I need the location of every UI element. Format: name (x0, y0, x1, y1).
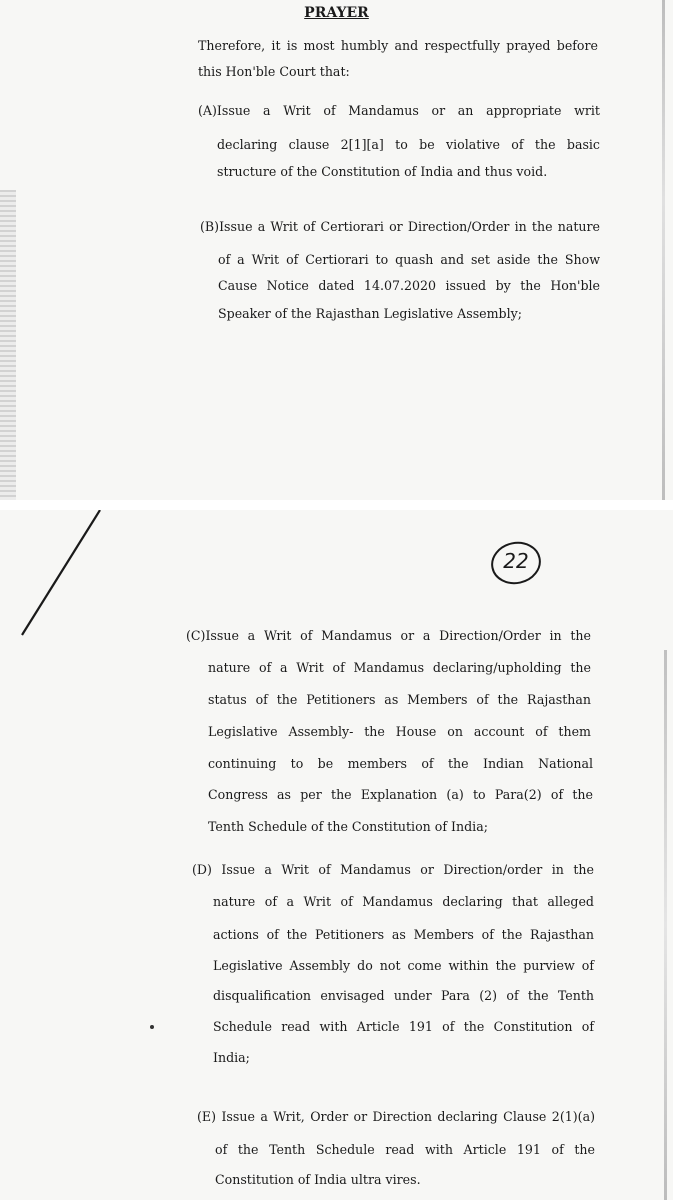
scan-edge-artifact (0, 190, 16, 500)
prayer-c-line: continuing to be members of the Indian National (208, 756, 593, 771)
prayer-d-line: India; (213, 1050, 250, 1065)
document-page-2 (0, 510, 673, 1200)
prayer-d-line: (D) Issue a Writ of Mandamus or Direction/order in the (192, 862, 594, 877)
intro-line: Therefore, it is most humbly and respectfully prayed before (198, 38, 598, 53)
prayer-e-line: of the Tenth Schedule read with Article 191 of the (215, 1142, 595, 1157)
prayer-c-line: (C)Issue a Writ of Mandamus or a Direction/Order in the (186, 628, 591, 643)
prayer-e-line: Constitution of India ultra vires. (215, 1172, 421, 1187)
scan-edge-artifact (662, 0, 665, 500)
prayer-b-line: Speaker of the Rajasthan Legislative Assembly; (218, 306, 523, 321)
page-number: 22 (503, 549, 529, 573)
intro-line: this Hon'ble Court that: (198, 64, 350, 79)
ink-dot (150, 1025, 154, 1029)
scan-edge-artifact (664, 650, 667, 1200)
prayer-e-line: (E) Issue a Writ, Order or Direction declaring Clause 2(1)(a) (197, 1109, 595, 1124)
prayer-c-line: nature of a Writ of Mandamus declaring/upholding the (208, 660, 591, 675)
prayer-d-line: Legislative Assembly do not come within the purview of (213, 958, 594, 973)
prayer-b-line: Cause Notice dated 14.07.2020 issued by the Hon'ble (218, 278, 600, 293)
prayer-c-line: Tenth Schedule of the Constitution of India; (208, 819, 488, 834)
prayer-a-line: (A)Issue a Writ of Mandamus or an appropriate writ (198, 103, 600, 118)
page-number-stamp (490, 540, 542, 586)
prayer-b-line: (B)Issue a Writ of Certiorari or Direction/Order in the nature (200, 219, 600, 234)
prayer-b-line: of a Writ of Certiorari to quash and set aside the Show (218, 252, 600, 267)
prayer-d-line: nature of a Writ of Mandamus declaring that alleged (213, 894, 594, 909)
prayer-c-line: Congress as per the Explanation (a) to Para(2) of the (208, 787, 593, 802)
prayer-d-line: actions of the Petitioners as Members of the Rajasthan (213, 927, 594, 942)
scan-diagonal-line (0, 510, 110, 650)
document-page-1 (0, 0, 673, 500)
page-title: PRAYER (304, 5, 369, 21)
prayer-d-line: Schedule read with Article 191 of the Constitution of (213, 1019, 594, 1034)
prayer-a-line: declaring clause 2[1][a] to be violative of the basic (217, 137, 600, 152)
page-divider (0, 500, 673, 510)
prayer-d-line: disqualification envisaged under Para (2) of the Tenth (213, 988, 594, 1003)
prayer-a-line: structure of the Constitution of India and thus void. (217, 164, 548, 179)
prayer-c-line: Legislative Assembly- the House on account of them (208, 724, 591, 739)
prayer-c-line: status of the Petitioners as Members of the Rajasthan (208, 692, 591, 707)
